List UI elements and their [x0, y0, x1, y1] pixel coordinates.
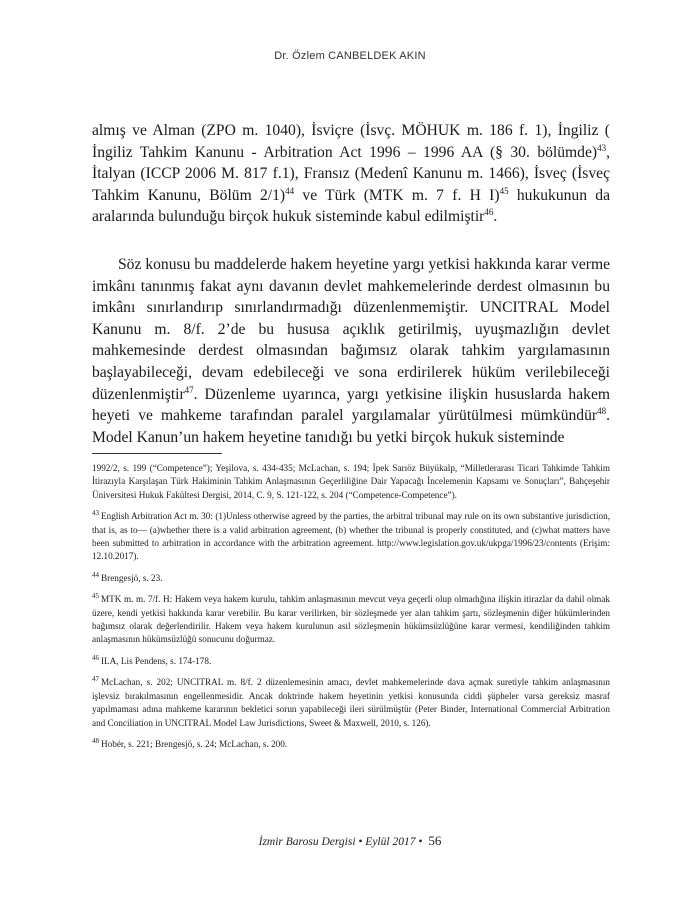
running-header-author: Dr. Özlem CANBELDEK AKIN — [274, 50, 426, 62]
footnote-text: Brengesjö, s. 23. — [101, 572, 163, 583]
footnote-number: 45 — [92, 592, 99, 601]
footnote-44 — [92, 572, 610, 585]
footnote-number: 47 — [92, 675, 99, 684]
page-number: 56 — [428, 833, 442, 848]
footnote-number: 46 — [92, 653, 99, 662]
footnote-ref-46[interactable]: 46 — [484, 207, 494, 218]
page-footer — [0, 833, 700, 849]
footnote-text: McLachan, s. 202; UNCITRAL m. 8/f. 2 düzenlemesinin amacı, devlet mahkemelerinde dava açmak suretiyle tahkim anlaşmasının işlevsiz bırakılmasının engellenmesidir. Ancak doktrinde hakem heyetinin yetkisi konusunda ciddi şüpheler varsa gereksiz masraf yapılmaması adına mahkeme kararının bekletici sorun yapabileceği ileri sürülmüştür (Peter Binder, International Commercial Arbitration and Conciliation in UNCITRAL Model Law Jurisdictions, Sweet & Maxwell, 2010, s. 126). — [92, 677, 610, 728]
footnote-43 — [92, 510, 610, 564]
paragraph-text: . Model Kanun’un hakem heyetine tanıdığı bu yetki birçok hukuk sisteminde — [92, 407, 610, 446]
paragraph-text: . Düzenleme uyarınca, yargı yetkisine ilişkin hususlarda hakem heyeti ve mahkeme tarafından paralel yargılamalar yürütülmesi mümkündür — [92, 385, 610, 425]
footnote-number: 44 — [92, 570, 99, 579]
footnote-number: 48 — [92, 736, 99, 745]
paragraph-text: , İtalyan (ICCP 2006 M. 817 f.1), Fransız (Medenî Kanunu m. 1466), İsveç (İsveç Tahkim Kanunu, Bölüm 2/1) — [92, 143, 610, 204]
paragraph-text: hukukunun da aralarında bulunduğu birçok hukuk sisteminde kabul edilmiştir — [92, 186, 611, 226]
body-paragraph-1 — [92, 120, 610, 228]
footnote-ref-48[interactable]: 48 — [597, 405, 607, 416]
footnote-45 — [92, 593, 610, 647]
footnote-number: 43 — [92, 509, 99, 518]
paragraph-text: Söz konusu bu maddelerde hakem heyetine yargı yetkisi hakkında karar verme imkânı tanınmış fakat aynı davanın devlet mahkemelerinde derdest olmasının bu imkânı sınırlandırıp sınırlandırmadığı düzenlenmemiştir. UNCITRAL Model Kanunu m. 8/f. 2’de bu hususa açıklık getirilmiş, uyuşmazlığın devlet mahkemesinde derdest olmasından bağımsız olarak tahkim yargılamasının başlayabileceği, devam edebileceği ve sona erdirilerek hüküm verilebileceği düzenlenmiştir — [92, 256, 610, 403]
footnote-ref-45[interactable]: 45 — [499, 185, 509, 196]
footnote-continued: 1992/2, s. 199 (“Competence”); Yeşilova, s. 434-435; McLachan, s. 194; İpek Sarıöz Büyükalp, “Milletlerarası Ticari Tahkimde Tahkim İtirazıyla Karşılaşan Türk Hakiminin Tahkim Anlaşmasının Geçerliliğine Dair Yapacağı İncelemenin Kapsamı ve Sonuçları”, Bahçeşehir Üniversitesi Hukuk Fakültesi Dergisi, 2014, C. 9, S. 121-122, s. 204 (“Competence-Competence”). — [92, 463, 610, 500]
footnote-48 — [92, 738, 610, 751]
footnote-text: English Arbitration Act m. 30: (1)Unless otherwise agreed by the parties, the arbitral tribunal may rule on its own substantive jurisdiction, that is, as to— (a)whether there is a valid arbitration agreement, (b) whether the tribunal is properly constituted, and (c)what matters have been submitted to arbitration in accordance with the arbitration agreement. http://www.legislation.gov.uk/ukpga/1996/23/contents (Erişim: 12.10.2017). — [92, 511, 610, 562]
footnote-ref-43[interactable]: 43 — [597, 142, 607, 153]
paragraph-text: almış ve Alman (ZPO m. 1040), İsviçre (İsvç. MÖHUK m. 186 f. 1), İngiliz ( İngiliz Tahkim Kanunu - Arbitration Act 1996 – 1996 AA (§ 30. bölümde) — [92, 122, 610, 161]
footnote-text: Hobér, s. 221; Brengesjö, s. 24; McLachan, s. 200. — [101, 738, 288, 749]
footnote-text: ILA, Lis Pendens, s. 174-178. — [101, 655, 212, 666]
footnote-47 — [92, 676, 610, 730]
footnote-ref-44[interactable]: 44 — [285, 185, 295, 196]
footnote-text: MTK m. m. 7/f. H: Hakem veya hakem kurulu, tahkim anlaşmasının mevcut veya geçerli olup olmadığına ilişkin itirazlar da dahil olmak üzere, kendi yetkisi hakkında karar verebilir. Bu karar verilirken, bir sözleşmede yer alan tahkim şartı, sözleşmenin diğer hükümlerinden bağımsız olarak değerlendirilir. Hakem veya hakem kurulunun asıl sözleşmenin hükümsüzlüğüne karar vermesi, kendiliğinden tahkim anlaşmasının hükümsüzlüğü sonucunu doğurmaz. — [92, 594, 610, 645]
footnote-ref-47[interactable]: 47 — [184, 384, 194, 395]
footnote-46 — [92, 655, 610, 668]
body-paragraph-2 — [92, 254, 610, 448]
paragraph-text: . — [493, 208, 498, 226]
footnote-separator — [92, 453, 222, 454]
footnotes-section — [92, 462, 610, 759]
journal-name: İzmir Barosu Dergisi • Eylül 2017 • — [258, 836, 423, 848]
paragraph-text: ve Türk (MTK m. 7 f. H I) — [294, 186, 500, 204]
